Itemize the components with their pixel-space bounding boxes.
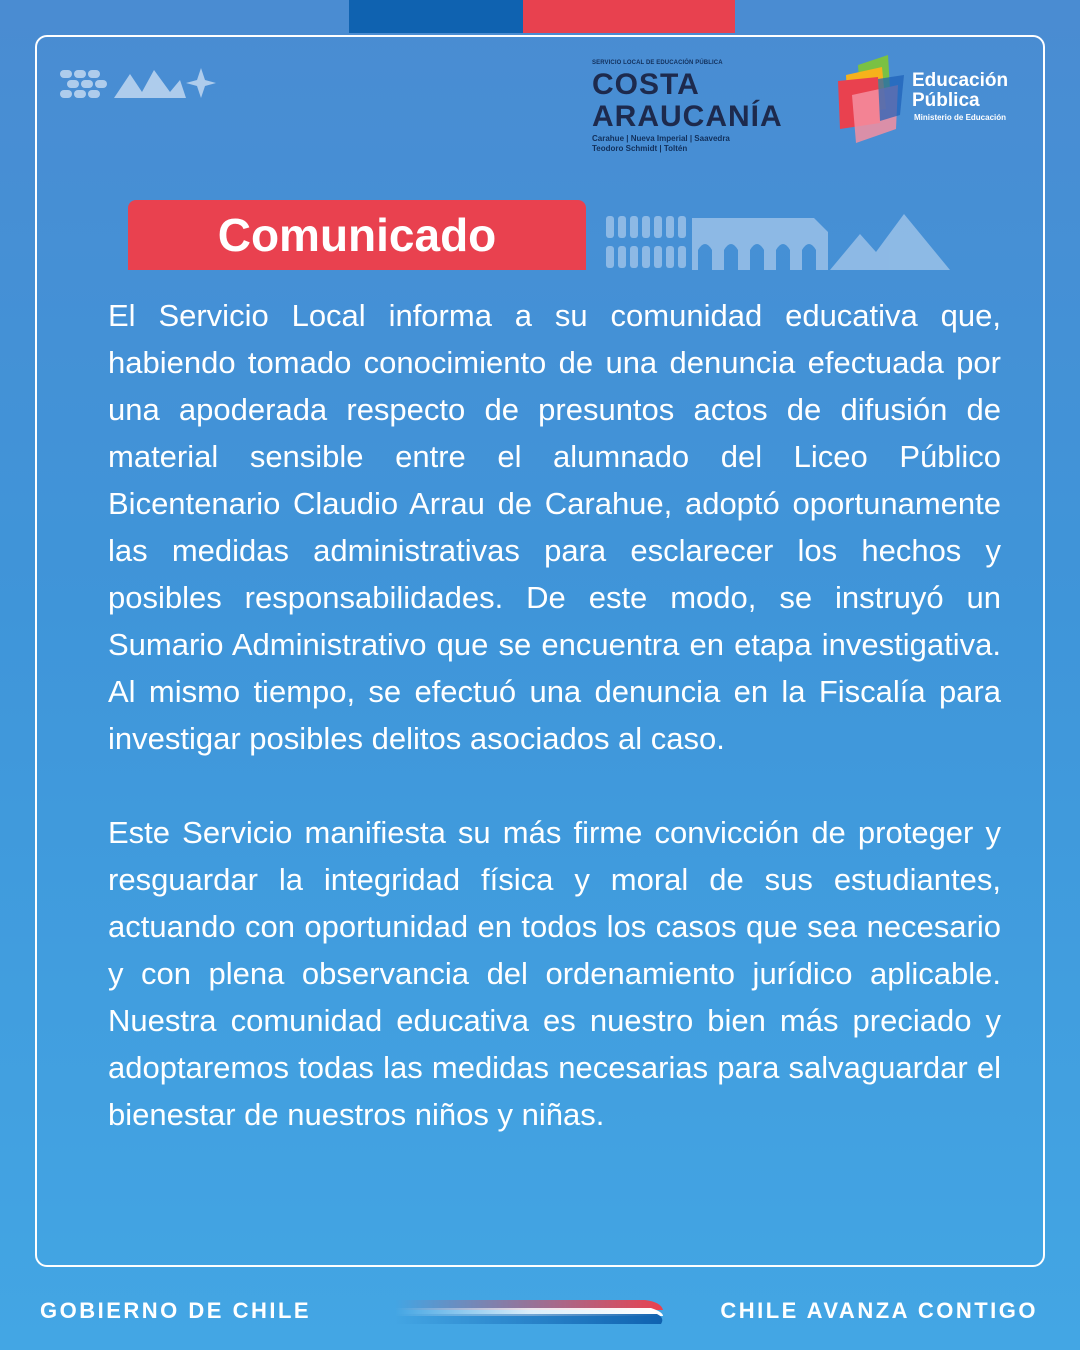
logo-line-araucania: ARAUCANÍA (592, 100, 783, 133)
logo-comunas-2: Teodoro Schmidt | Toltén (592, 144, 688, 153)
logo-line-publica: Pública (912, 90, 980, 111)
logo-ministerio: Ministerio de Educación (914, 113, 1007, 122)
footer-chile-avanza-contigo: CHILE AVANZA CONTIGO (720, 1298, 1038, 1323)
logo-comunas-1: Carahue | Nueva Imperial | Saavedra (592, 134, 730, 143)
title-banner (128, 200, 586, 270)
flag-stripe-blue (349, 0, 523, 33)
costa-araucania-logo (592, 60, 807, 155)
educacion-publica-logo (838, 55, 1028, 145)
decorative-pattern-icon (58, 66, 218, 102)
educacion-publica-mark-icon (838, 55, 906, 143)
logo-small-text: SERVICIO LOCAL DE EDUCACIÓN PÚBLICA (592, 60, 723, 66)
logo-line-costa: COSTA (592, 68, 700, 101)
building-illustration-icon (604, 210, 954, 272)
logo-line-educacion: Educación (912, 70, 1009, 91)
paragraph-2: Este Servicio manifiesta su más firme convicción de proteger y resguardar la integridad física y moral de sus estudiantes, actuando con oportunidad en todos los casos que sea necesario y con plena observancia del ordenamiento jurídico aplicable. Nuestra comunidad educativa es nuestro bien más preciado y adoptaremos todas las medidas necesarias para salvaguardar el bienestar de nuestros niños y niñas. (108, 815, 1001, 1132)
footer-wave-stripes-icon (395, 1294, 667, 1326)
paragraph-1: El Servicio Local informa a su comunidad educativa que, habiendo tomado conocimiento de una denuncia efectuada por una apoderada respecto de presuntos actos de difusión de material sensible entre el alumnado del Liceo Público Bicentenario Claudio Arrau de Carahue, adoptó oportunamente las medidas administrativas para esclarecer los hechos y posibles responsabilidades. De este modo, se instruyó un Sumario Administrativo que se encuentra en etapa investigativa. Al mismo tiempo, se efectuó una denuncia en la Fiscalía para investigar posibles delitos asociados al caso. (108, 298, 1001, 756)
communique-body (108, 292, 1001, 1138)
flag-stripe (349, 0, 735, 33)
footer-gobierno-de-chile: GOBIERNO DE CHILE (40, 1298, 312, 1323)
page-title: Comunicado (217, 209, 497, 261)
flag-stripe-red (523, 0, 735, 33)
